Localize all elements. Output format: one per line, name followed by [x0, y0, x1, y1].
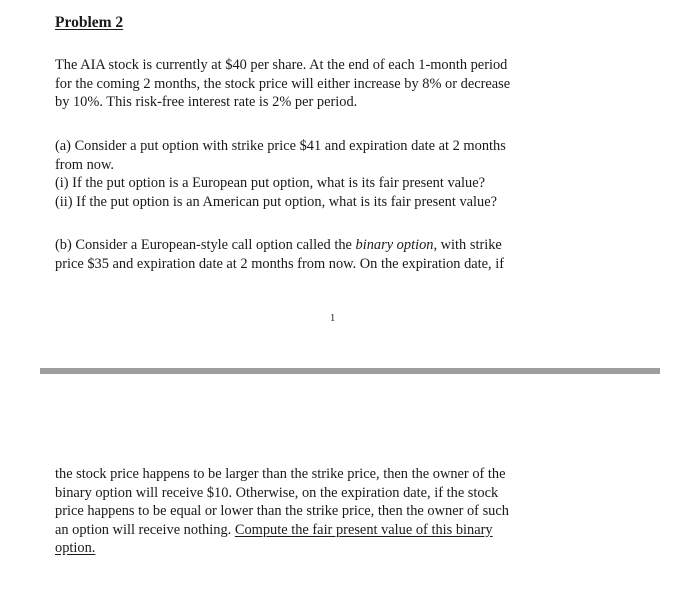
part-a-line: from now.: [55, 156, 115, 173]
part-a-i-question: (i) If the put option is a European put option, what is its fair present value?: [55, 175, 486, 191]
part-b-line: [55, 521, 615, 540]
intro-line: for the coming 2 months, the stock price will either increase by 8% or decrease: [55, 75, 511, 92]
part-b-paragraph-start: [55, 236, 615, 273]
binary-option-term: binary option: [355, 237, 434, 253]
compute-instruction: Compute the fair present value of this binary: [234, 521, 493, 538]
intro-paragraph: [55, 56, 615, 112]
compute-instruction-end: option.: [55, 540, 96, 556]
part-a-ii-question: (ii) If the put option is an American put option, what is its fair present value?: [55, 193, 498, 210]
part-b-line: the stock price happens to be larger than the strike price, then the owner of the: [55, 466, 506, 482]
page-number: 1: [330, 313, 336, 324]
part-b-line: [55, 236, 615, 255]
part-b-line1-prefix: (b) Consider a European-style call option called the: [55, 237, 356, 253]
part-b-paragraph-continued: [55, 465, 615, 558]
page-break-divider: [40, 368, 660, 374]
intro-line: The AIA stock is currently at $40 per share. At the end of each 1-month period: [55, 57, 508, 73]
part-b-line: price $35 and expiration date at 2 months from now. On the expiration date, if: [55, 255, 505, 272]
part-b-line4-prefix: an option will receive nothing.: [55, 521, 235, 538]
part-b-line: [55, 539, 615, 558]
problem-title: Problem 2: [55, 14, 124, 31]
part-a-line: (a) Consider a put option with strike price $41 and expiration date at 2 months: [55, 138, 506, 154]
part-b-line: price happens to be equal or lower than the strike price, then the owner of such: [55, 503, 509, 519]
part-a-paragraph: [55, 137, 615, 211]
part-b-line1-suffix: , with strike: [433, 237, 502, 253]
part-b-line: binary option will receive $10. Otherwise, on the expiration date, if the stock: [55, 484, 499, 501]
intro-line: by 10%. This risk-free interest rate is 2% per period.: [55, 94, 358, 110]
